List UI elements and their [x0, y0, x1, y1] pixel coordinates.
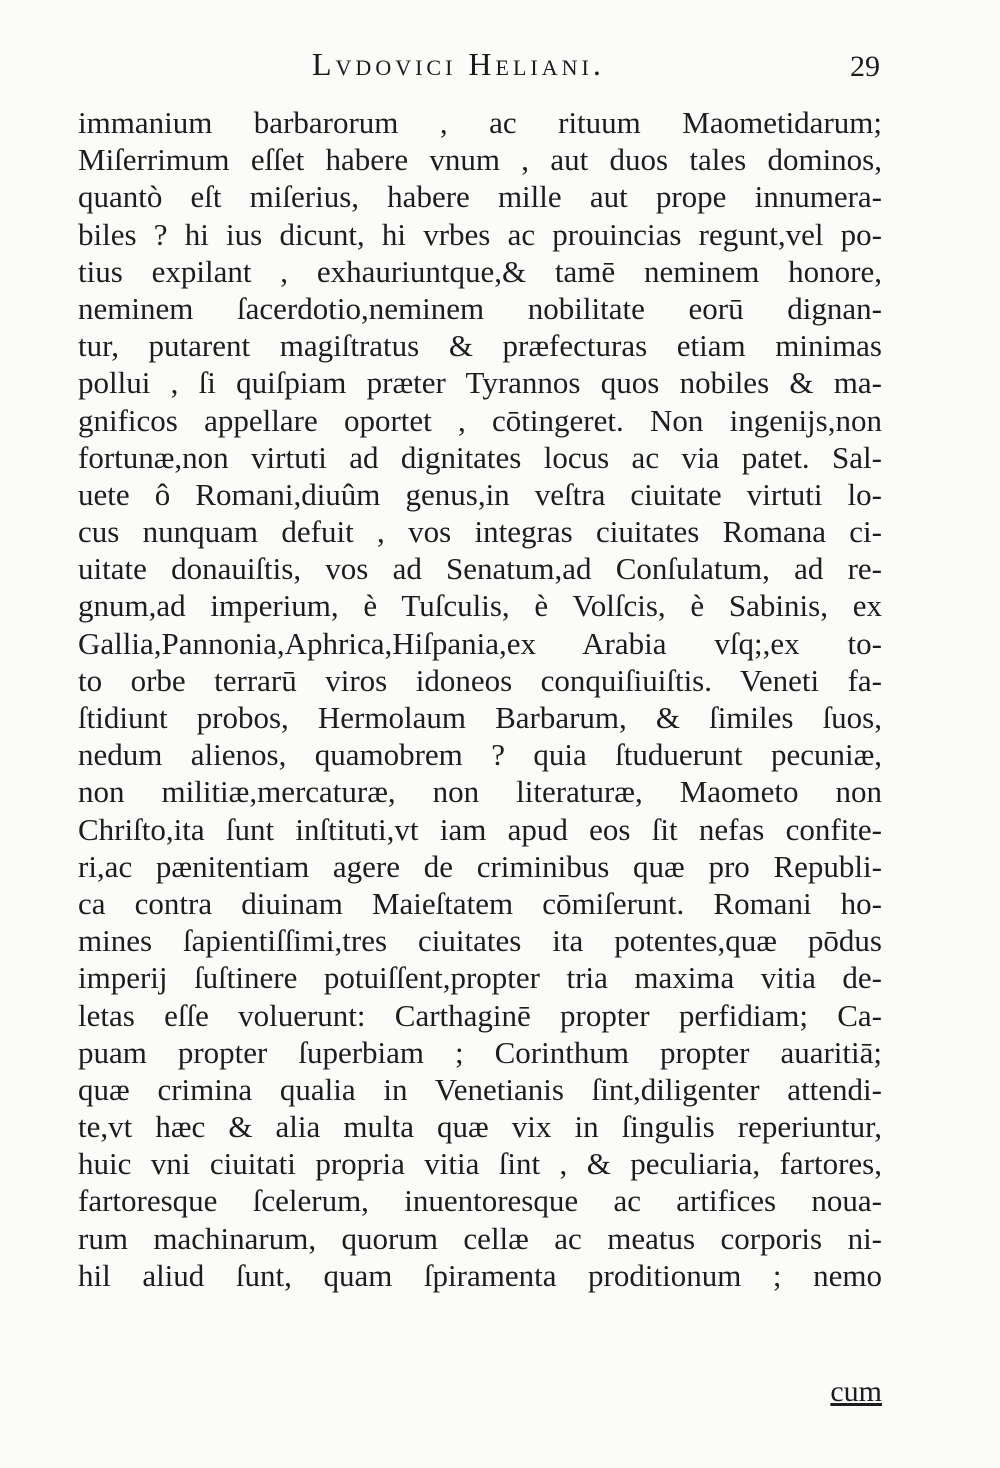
- text-line: tur, putarent magiſtratus & præfecturas etiam minimas: [78, 328, 882, 364]
- page-number: 29: [850, 50, 880, 83]
- text-line: te,vt hæc & alia multa quæ vix in ſingulis reperiuntur,: [78, 1109, 882, 1145]
- text-line: ri,ac pænitentiam agere de criminibus quæ pro Republi-: [78, 848, 882, 884]
- text-line: non militiæ,mercaturæ, non literaturæ, Maometo non: [78, 774, 882, 810]
- text-line: letas eſſe voluerunt: Carthaginē propter perfidiam; Ca-: [78, 997, 882, 1033]
- text-line: quantò eſt miſerius, habere mille aut prope innumera-: [78, 179, 882, 215]
- text-line: ca contra diuinam Maieſtatem cōmiſerunt. Romani ho-: [78, 885, 882, 921]
- text-line: puam propter ſuperbiam ; Corinthum propter auaritiā;: [78, 1034, 882, 1070]
- text-line: ſtidiunt probos, Hermolaum Barbarum, & ſimiles ſuos,: [78, 700, 882, 735]
- text-line: quæ crimina qualia in Venetianis ſint,diligenter attendi-: [78, 1071, 882, 1107]
- page-header: [80, 46, 880, 96]
- text-line: pollui , ſi quiſpiam præter Tyrannos quos nobiles & ma-: [78, 365, 882, 401]
- text-line: Gallia,Pannonia,Aphrica,Hiſpania,ex Arabia vſq;,ex to-: [78, 625, 882, 661]
- text-line: huic vni ciuitati propria vitia ſint , & peculiaria, fartores,: [78, 1146, 882, 1182]
- catchword: cum: [830, 1375, 882, 1408]
- text-line: Miſerrimum eſſet habere vnum , aut duos tales dominos,: [78, 142, 882, 178]
- text-line: imperij ſuſtinere potuiſſent,propter tria maxima vitia de-: [78, 960, 882, 996]
- text-line: uitate donauiſtis, vos ad Senatum,ad Conſulatum, ad re-: [78, 551, 882, 587]
- text-line: gnum,ad imperium, è Tuſculis, è Volſcis, è Sabinis, ex: [78, 588, 882, 624]
- text-line: rum machinarum, quorum cellæ ac meatus corporis ni-: [78, 1220, 882, 1256]
- text-line: fartoresque ſcelerum, inuentoresque ac artifices noua-: [78, 1183, 882, 1219]
- text-line: hil aliud ſunt, quam ſpiramenta proditionum ; nemo: [78, 1257, 882, 1293]
- text-line: tius expilant , exhauriuntque,& tamē neminem honore,: [78, 253, 882, 289]
- text-line: to orbe terrarū viros idoneos conquiſiuiſtis. Veneti fa-: [78, 662, 882, 698]
- text-line: fortunæ,non virtuti ad dignitates locus ac via patet. Sal-: [78, 439, 882, 475]
- running-head: Lvdovici Heliani.: [312, 46, 605, 82]
- text-line: gnificos appellare oportet , cōtingeret. Non ingenijs,non: [78, 402, 882, 438]
- text-line: Chriſto,ita ſunt inſtituti,vt iam apud eos ſit nefas confite-: [78, 811, 882, 847]
- text-line: biles ? hi ius dicunt, hi vrbes ac prouincias regunt,vel po-: [78, 216, 882, 252]
- text-line: immanium barbarorum , ac rituum Maometidarum;: [78, 105, 882, 140]
- body-text: [78, 104, 882, 1294]
- text-line: nedum alienos, quamobrem ? quia ſtuduerunt pecuniæ,: [78, 737, 882, 773]
- text-line: mines ſapientiſſimi,tres ciuitates ita potentes,quæ pōdus: [78, 923, 882, 959]
- text-line: neminem ſacerdotio,neminem nobilitate eorū dignan-: [78, 290, 882, 326]
- text-line: cus nunquam defuit , vos integras ciuitates Romana ci-: [78, 514, 882, 550]
- text-line: uete ô Romani,diuûm genus,in veſtra ciuitate virtuti lo-: [78, 476, 882, 512]
